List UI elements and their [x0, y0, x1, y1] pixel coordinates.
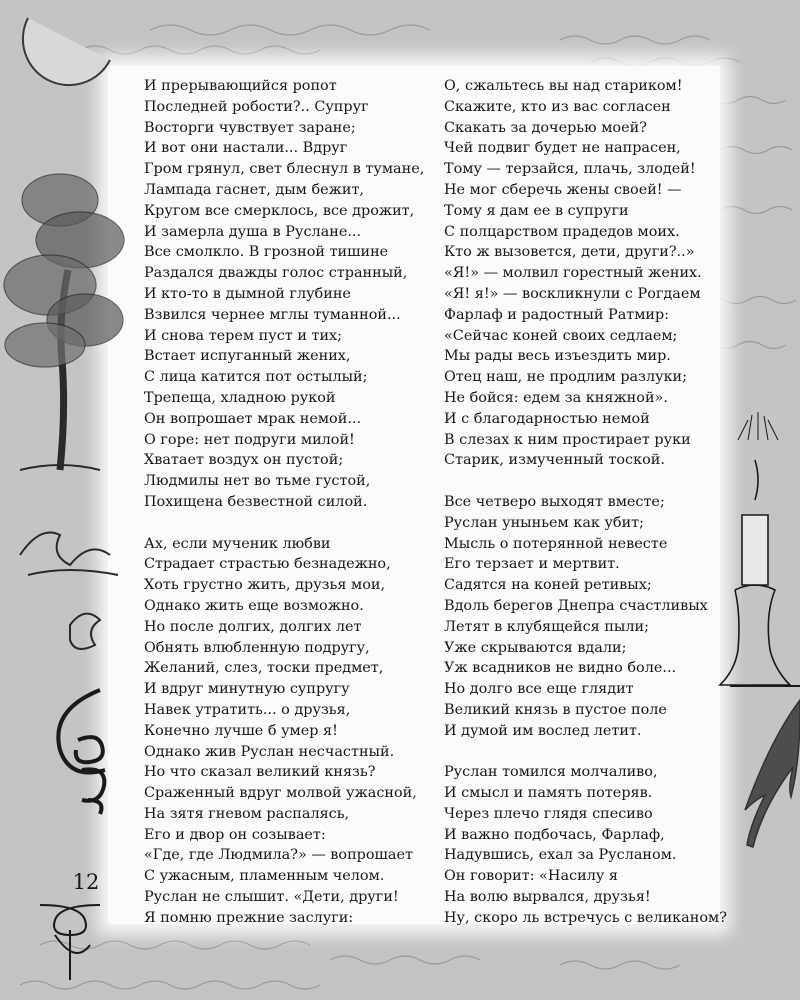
moon-icon [23, 18, 110, 85]
knot-ornament-icon [40, 905, 100, 980]
poem-line: Раздался дважды голос странный, [144, 265, 408, 282]
poem-line: Однако жив Руслан несчастный. [144, 743, 395, 760]
poem-line [444, 471, 727, 492]
poem-line: Летят в клубящейся пыли; [444, 618, 649, 635]
poem-line: Кто ж вызовется, дети, други?..» [444, 244, 695, 261]
poem-line: И думой им вослед летит. [444, 722, 642, 739]
poem-column-right [444, 76, 727, 929]
poem-line: Он говорит: «Насилу я [444, 868, 618, 885]
poem-line: С полцарством прадедов моих. [444, 223, 680, 240]
poem-line: Руслан не слышит. «Дети, други! [144, 889, 399, 906]
poem-line: Руслан уныньем как убит; [444, 514, 644, 531]
poem-line: Скакать за дочерью моей? [444, 119, 647, 136]
poem-line: Сраженный вдруг молвой ужасной, [144, 785, 417, 802]
poem-line: Мы рады весь изъездить мир. [444, 348, 671, 365]
poem-line: Но что сказал великий князь? [144, 764, 376, 781]
poem-line: Скажите, кто из вас согласен [444, 98, 671, 115]
poem-line: И смысл и память потеряв. [444, 785, 653, 802]
poem-line: О, сжальтесь вы над стариком! [444, 78, 683, 94]
poem-line: И снова терем пуст и тих; [144, 327, 343, 344]
poem-line: Я помню прежние заслуги: [144, 909, 354, 926]
poem-line: Желаний, слез, тоски предмет, [144, 660, 384, 677]
poem-line: Через плечо глядя спесиво [444, 805, 653, 822]
poem-line: Хоть грустно жить, друзья мои, [144, 577, 386, 594]
poem-line: Вдоль берегов Днепра счастливых [444, 597, 708, 614]
poem-line: Отец наш, не продлим разлуки; [444, 369, 687, 386]
candle-icon [720, 412, 800, 686]
poem-line: Уже скрываются вдали; [444, 639, 627, 656]
poem-line: И кто-то в дымной глубине [144, 285, 351, 302]
quill-icon [745, 700, 800, 847]
poem-line: И прерывающийся ропот [144, 78, 337, 94]
poem-line: Но долго все еще глядит [444, 681, 634, 698]
tree-icon [4, 174, 124, 470]
poem-line: С ужасным, пламенным челом. [144, 868, 385, 885]
poem-column-left [144, 76, 424, 929]
poem-line: И вот они настали... Вдруг [144, 140, 348, 157]
poem-line: Все четверо выходят вместе; [444, 493, 665, 510]
poem-line: Хватает воздух он пустой; [144, 452, 344, 469]
poem-line: Конечно лучше б умер я! [144, 722, 338, 739]
scroll-flourish-icon [58, 690, 105, 814]
poem-line: Но после долгих, долгих лет [144, 618, 362, 635]
poem-line: Ах, если мученик любви [144, 535, 331, 552]
poem-line: Лампада гаснет, дым бежит, [144, 181, 364, 198]
poem-line: Его и двор он созывает: [144, 826, 326, 843]
poem-line: Великий князь в пустое поле [444, 701, 667, 718]
poem-line: Мысль о потерянной невесте [444, 535, 668, 552]
poem-line: Встает испуганный жених, [144, 348, 351, 365]
poem-line: Восторги чувствует заране; [144, 119, 356, 136]
poem-line: С лица катится пот остылый; [144, 369, 368, 386]
poem-line: Трепеща, хладною рукой [144, 389, 336, 406]
poem-line: Не бойся: едем за княжной». [444, 389, 668, 406]
poem-line: Кругом все смерклось, все дрожит, [144, 202, 415, 219]
leaf-flourish-icon [20, 533, 118, 650]
poem-line: Похищена безвестной силой. [144, 493, 368, 510]
left-decoration [0, 0, 150, 1000]
poem-line: Тому я дам ее в супруги [444, 202, 629, 219]
poem-line: О горе: нет подруги милой! [144, 431, 355, 448]
poem-line: «Где, где Людмила?» — вопрошает [144, 847, 413, 864]
poem-line: Руслан томился молчаливо, [444, 764, 658, 781]
poem-line [444, 742, 727, 763]
poem-line: Фарлаф и радостный Ратмир: [444, 306, 670, 323]
page-number: 12 [72, 870, 100, 894]
poem-line: Старик, измученный тоской. [444, 452, 665, 469]
poem-line [144, 513, 424, 534]
poem-line: Ну, скоро ль встречусь с великаном? [444, 909, 727, 926]
poem-line: Надувшись, ехал за Русланом. [444, 847, 677, 864]
poem-line: «Я! я!» — воскликнули с Рогдаем [444, 285, 701, 302]
poem-line: Его терзает и мертвит. [444, 556, 620, 573]
poem-line: В слезах к ним простирает руки [444, 431, 691, 448]
poem-line: Обнять влюбленную подругу, [144, 639, 370, 656]
poem-line: Взвился чернее мглы туманной... [144, 306, 401, 323]
poem-line: Тому — терзайся, плачь, злодей! [444, 161, 696, 178]
poem-line: Садятся на коней ретивых; [444, 577, 652, 594]
poem-line: Чей подвиг будет не напрасен, [444, 140, 681, 157]
poem-line: Гром грянул, свет блеснул в тумане, [144, 161, 425, 178]
poem-line: Однако жить еще возможно. [144, 597, 364, 614]
poem-line: Последней робости?.. Супруг [144, 98, 369, 115]
poem-line: И важно подбочась, Фарлаф, [444, 826, 665, 843]
poem-line: Уж всадников не видно боле... [444, 660, 677, 677]
poem-line: Он вопрошает мрак немой... [144, 410, 362, 427]
poem-line: Все смолкло. В грозной тишине [144, 244, 389, 261]
poem-line: Людмилы нет во тьме густой, [144, 473, 371, 490]
poem-line: И замерла душа в Руслане... [144, 223, 362, 240]
poem-line: И вдруг минутную супругу [144, 681, 350, 698]
poem-line: Не мог сберечь жены своей! — [444, 181, 682, 198]
poem-line: И с благодарностью немой [444, 410, 650, 427]
poem-line: На волю вырвался, друзья! [444, 889, 651, 906]
poem-line: Навек утратить... о друзья, [144, 701, 351, 718]
poem-line: «Сейчас коней своих седлаем; [444, 327, 678, 344]
poem-line: Страдает страстью безнадежно, [144, 556, 391, 573]
poem-line: «Я!» — молвил горестный жених. [444, 265, 702, 282]
poem-line: На зятя гневом распалясь, [144, 805, 350, 822]
